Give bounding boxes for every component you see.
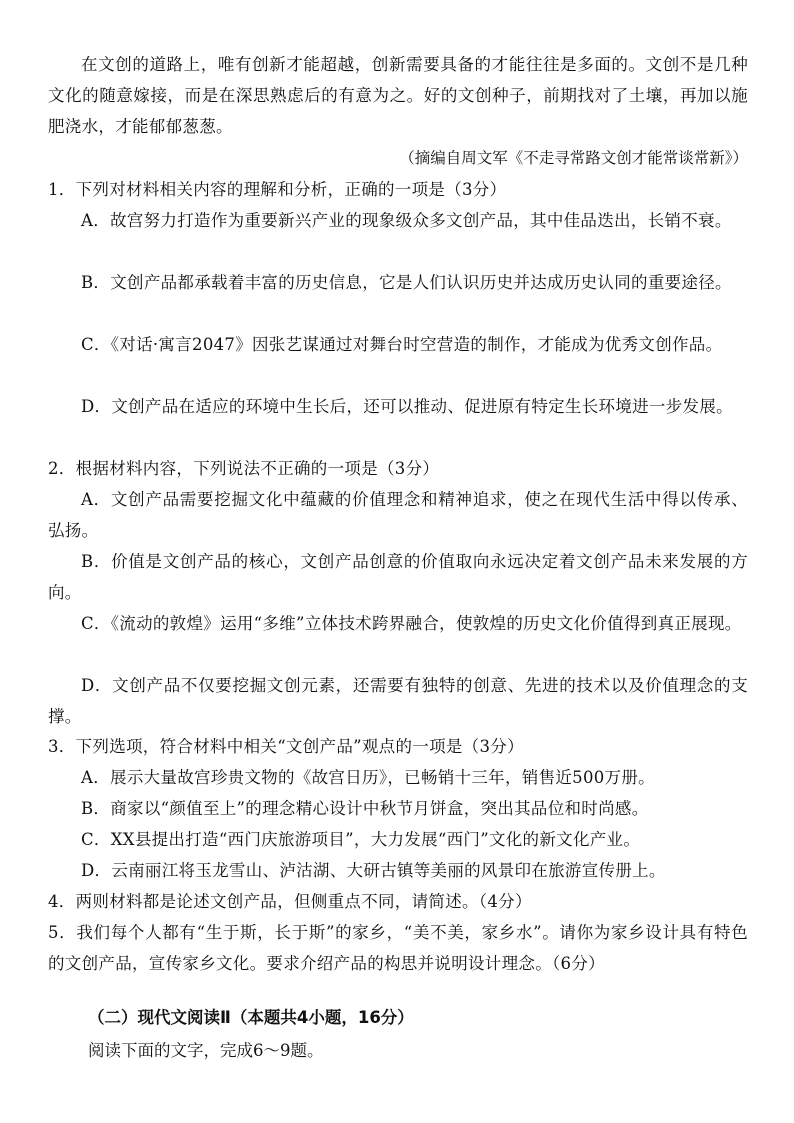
question-3-option-a: A．展示大量故宫珍贵文物的《故宫日历》，已畅销十三年，销售近500万册。: [81, 768, 655, 787]
question-1-option-a: A．故宫努力打造作为重要新兴产业的现象级众多文创产品，其中佳品迭出，长销不衰。: [81, 211, 732, 230]
question-2-option-c: C．《流动的敦煌》运用“多维”立体技术跨界融合，使敦煌的历史文化价值得到真正展现。: [81, 614, 742, 633]
passage-paragraph: 在文创的道路上，唯有创新才能超越，创新需要具备的才能往往是多面的。文创不是几种文化的随意嫁接，而是在深思熟虑后的有意为之。好的文创种子，前期找对了土壤，再加以施肥浇水，才能郁郁葱葱。: [48, 55, 748, 136]
question-5-stem: 5．我们每个人都有“生于斯，长于斯”的家乡，“美不美，家乡水”。请你为家乡设计具有特色的文创产品，宣传家乡文化。要求介绍产品的构思并说明设计理念。（6分）: [48, 923, 748, 973]
question-4-stem: 4．两则材料都是论述文创产品，但侧重点不同，请简述。（4分）: [48, 892, 532, 911]
question-2-option-d: D．文创产品不仅要挖掘文创元素，还需要有独特的创意、先进的技术以及价值理念的支撑。: [48, 676, 748, 726]
question-1-option-b: B．文创产品都承载着丰富的历史信息，它是人们认识历史并达成历史认同的重要途径。: [81, 273, 732, 292]
passage-source: （摘编自周文军《不走寻常路文创才能常谈常新》）: [399, 149, 748, 167]
question-3-option-b: B．商家以“颜值至上”的理念精心设计中秋节月饼盒，突出其品位和时尚感。: [81, 799, 649, 818]
question-1-option-d: D．文创产品在适应的环境中生长后，还可以推动、促进原有特定生长环境进一步发展。: [81, 397, 733, 416]
section-instruction: 阅读下面的文字，完成6～9题。: [88, 1041, 324, 1060]
question-3-stem: 3．下列选项，符合材料中相关“文创产品”观点的一项是（3分）: [48, 737, 524, 756]
question-1-option-c: C．《对话·寓言2047》因张艺谋通过对舞台时空营造的制作，才能成为优秀文创作品。: [81, 335, 723, 354]
question-1-stem: 1．下列对材料相关内容的理解和分析，正确的一项是（3分）: [48, 180, 507, 199]
section-title: （二）现代文阅读Ⅱ（本题共4小题，16分）: [88, 1008, 414, 1027]
question-2-option-a: A．文创产品需要挖掘文化中蕴藏的价值理念和精神追求，使之在现代生活中得以传承、弘扬。: [48, 490, 748, 540]
question-2-option-b: B．价值是文创产品的核心，文创产品创意的价值取向永远决定着文创产品未来发展的方向。: [48, 552, 748, 602]
question-3-option-c: C．XX县提出打造“西门庆旅游项目”，大力发展“西门”文化的新文化产业。: [81, 830, 641, 849]
question-3-option-d: D．云南丽江将玉龙雪山、泸沽湖、大研古镇等美丽的风景印在旅游宣传册上。: [81, 861, 666, 880]
question-2-stem: 2．根据材料内容，下列说法不正确的一项是（3分）: [48, 459, 440, 478]
